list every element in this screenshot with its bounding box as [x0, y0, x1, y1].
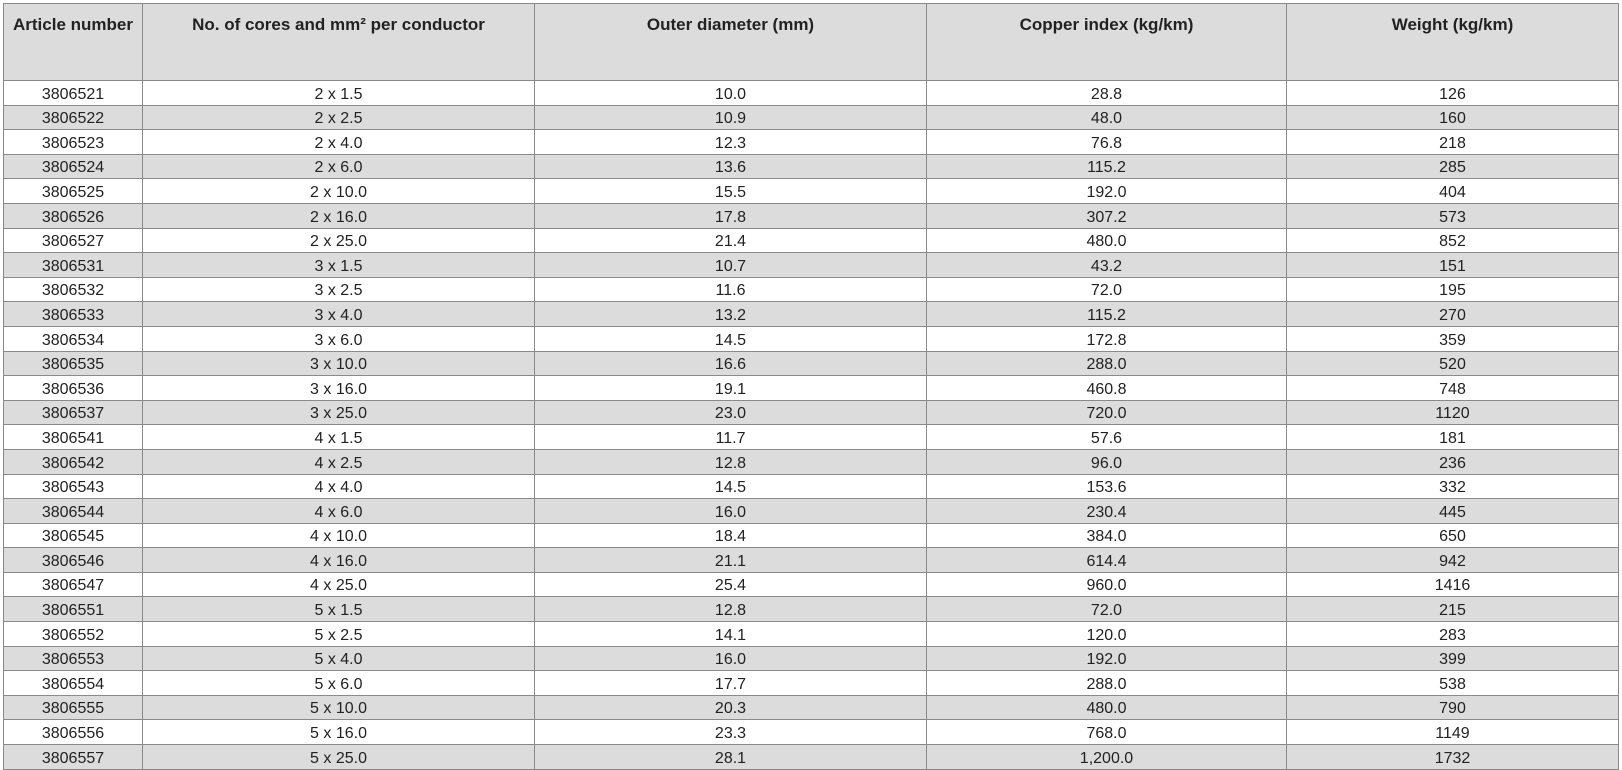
cell-copper-index: 720.0 — [927, 400, 1287, 425]
table-row — [4, 130, 1619, 155]
cell-weight: 445 — [1287, 499, 1619, 524]
cell-weight: 1732 — [1287, 745, 1619, 770]
table-row — [4, 179, 1619, 204]
cell-outer-diameter: 10.7 — [535, 253, 927, 278]
cell-cores-conductor: 2 x 25.0 — [143, 228, 535, 253]
cell-cores-conductor: 4 x 16.0 — [143, 548, 535, 573]
cell-copper-index: 614.4 — [927, 548, 1287, 573]
cell-copper-index: 960.0 — [927, 572, 1287, 597]
cell-cores-conductor: 3 x 4.0 — [143, 302, 535, 327]
cell-copper-index: 460.8 — [927, 376, 1287, 401]
table-body — [4, 81, 1619, 770]
table-row — [4, 400, 1619, 425]
cell-outer-diameter: 15.5 — [535, 179, 927, 204]
cell-weight: 160 — [1287, 105, 1619, 130]
cell-weight: 1149 — [1287, 720, 1619, 745]
cell-cores-conductor: 3 x 6.0 — [143, 326, 535, 351]
cell-copper-index: 307.2 — [927, 203, 1287, 228]
cell-cores-conductor: 5 x 25.0 — [143, 745, 535, 770]
cell-weight: 748 — [1287, 376, 1619, 401]
cell-article-number: 3806553 — [4, 646, 143, 671]
cell-weight: 852 — [1287, 228, 1619, 253]
cell-outer-diameter: 11.6 — [535, 277, 927, 302]
cell-weight: 650 — [1287, 523, 1619, 548]
cell-weight: 181 — [1287, 425, 1619, 450]
table-row — [4, 523, 1619, 548]
cell-cores-conductor: 5 x 10.0 — [143, 695, 535, 720]
table-row — [4, 81, 1619, 106]
cell-cores-conductor: 5 x 16.0 — [143, 720, 535, 745]
cell-outer-diameter: 13.6 — [535, 154, 927, 179]
cell-article-number: 3806527 — [4, 228, 143, 253]
cell-outer-diameter: 28.1 — [535, 745, 927, 770]
cell-article-number: 3806554 — [4, 671, 143, 696]
table-row — [4, 154, 1619, 179]
table-row — [4, 745, 1619, 770]
cell-copper-index: 43.2 — [927, 253, 1287, 278]
table-row — [4, 622, 1619, 647]
cell-cores-conductor: 5 x 1.5 — [143, 597, 535, 622]
cell-weight: 195 — [1287, 277, 1619, 302]
cell-weight: 151 — [1287, 253, 1619, 278]
cell-copper-index: 192.0 — [927, 646, 1287, 671]
cell-copper-index: 96.0 — [927, 449, 1287, 474]
table-row — [4, 425, 1619, 450]
cell-cores-conductor: 4 x 6.0 — [143, 499, 535, 524]
cell-weight: 359 — [1287, 326, 1619, 351]
table-row — [4, 671, 1619, 696]
cell-outer-diameter: 25.4 — [535, 572, 927, 597]
table-row — [4, 228, 1619, 253]
cell-copper-index: 288.0 — [927, 351, 1287, 376]
cell-weight: 520 — [1287, 351, 1619, 376]
cell-copper-index: 172.8 — [927, 326, 1287, 351]
cell-outer-diameter: 16.6 — [535, 351, 927, 376]
cell-copper-index: 480.0 — [927, 695, 1287, 720]
cable-specs-table-container — [3, 3, 1619, 770]
table-row — [4, 326, 1619, 351]
cell-outer-diameter: 12.8 — [535, 597, 927, 622]
cell-cores-conductor: 3 x 2.5 — [143, 277, 535, 302]
cell-weight: 283 — [1287, 622, 1619, 647]
cell-cores-conductor: 5 x 2.5 — [143, 622, 535, 647]
cell-copper-index: 230.4 — [927, 499, 1287, 524]
cell-article-number: 3806547 — [4, 572, 143, 597]
cell-cores-conductor: 3 x 1.5 — [143, 253, 535, 278]
cell-outer-diameter: 20.3 — [535, 695, 927, 720]
cell-weight: 270 — [1287, 302, 1619, 327]
header-row — [4, 4, 1619, 81]
cell-weight: 538 — [1287, 671, 1619, 696]
header-copper-index: Copper index (kg/km) — [927, 4, 1287, 81]
cell-weight: 1416 — [1287, 572, 1619, 597]
cell-article-number: 3806524 — [4, 154, 143, 179]
cell-copper-index: 72.0 — [927, 277, 1287, 302]
cell-article-number: 3806544 — [4, 499, 143, 524]
cell-cores-conductor: 4 x 1.5 — [143, 425, 535, 450]
cell-cores-conductor: 2 x 6.0 — [143, 154, 535, 179]
cell-cores-conductor: 5 x 4.0 — [143, 646, 535, 671]
cell-copper-index: 480.0 — [927, 228, 1287, 253]
table-row — [4, 449, 1619, 474]
cell-article-number: 3806551 — [4, 597, 143, 622]
table-row — [4, 548, 1619, 573]
table-row — [4, 499, 1619, 524]
cell-copper-index: 48.0 — [927, 105, 1287, 130]
cell-article-number: 3806543 — [4, 474, 143, 499]
cell-copper-index: 384.0 — [927, 523, 1287, 548]
cell-cores-conductor: 2 x 1.5 — [143, 81, 535, 106]
cell-cores-conductor: 3 x 16.0 — [143, 376, 535, 401]
cell-article-number: 3806532 — [4, 277, 143, 302]
cell-outer-diameter: 14.5 — [535, 474, 927, 499]
cable-specs-table — [3, 3, 1619, 770]
header-article-number: Article number — [4, 4, 143, 81]
table-row — [4, 253, 1619, 278]
cell-outer-diameter: 10.9 — [535, 105, 927, 130]
cell-copper-index: 192.0 — [927, 179, 1287, 204]
cell-outer-diameter: 14.5 — [535, 326, 927, 351]
cell-cores-conductor: 2 x 2.5 — [143, 105, 535, 130]
cell-outer-diameter: 14.1 — [535, 622, 927, 647]
cell-article-number: 3806557 — [4, 745, 143, 770]
cell-copper-index: 288.0 — [927, 671, 1287, 696]
cell-cores-conductor: 4 x 25.0 — [143, 572, 535, 597]
cell-article-number: 3806526 — [4, 203, 143, 228]
cell-outer-diameter: 12.3 — [535, 130, 927, 155]
cell-cores-conductor: 4 x 10.0 — [143, 523, 535, 548]
cell-copper-index: 768.0 — [927, 720, 1287, 745]
table-row — [4, 646, 1619, 671]
cell-cores-conductor: 3 x 10.0 — [143, 351, 535, 376]
cell-copper-index: 115.2 — [927, 302, 1287, 327]
cell-article-number: 3806533 — [4, 302, 143, 327]
cell-article-number: 3806536 — [4, 376, 143, 401]
cell-outer-diameter: 12.8 — [535, 449, 927, 474]
table-row — [4, 277, 1619, 302]
cell-weight: 942 — [1287, 548, 1619, 573]
cell-outer-diameter: 13.2 — [535, 302, 927, 327]
cell-outer-diameter: 23.0 — [535, 400, 927, 425]
cell-weight: 404 — [1287, 179, 1619, 204]
cell-outer-diameter: 23.3 — [535, 720, 927, 745]
cell-weight: 1120 — [1287, 400, 1619, 425]
cell-outer-diameter: 21.1 — [535, 548, 927, 573]
cell-outer-diameter: 21.4 — [535, 228, 927, 253]
header-cores-conductor: No. of cores and mm² per conductor — [143, 4, 535, 81]
table-row — [4, 720, 1619, 745]
table-row — [4, 597, 1619, 622]
header-outer-diameter: Outer diameter (mm) — [535, 4, 927, 81]
table-row — [4, 572, 1619, 597]
table-row — [4, 203, 1619, 228]
cell-outer-diameter: 19.1 — [535, 376, 927, 401]
cell-weight: 399 — [1287, 646, 1619, 671]
cell-article-number: 3806534 — [4, 326, 143, 351]
cell-outer-diameter: 18.4 — [535, 523, 927, 548]
cell-article-number: 3806531 — [4, 253, 143, 278]
cell-weight: 332 — [1287, 474, 1619, 499]
cell-weight: 285 — [1287, 154, 1619, 179]
cell-copper-index: 1,200.0 — [927, 745, 1287, 770]
table-row — [4, 695, 1619, 720]
table-row — [4, 351, 1619, 376]
cell-outer-diameter: 11.7 — [535, 425, 927, 450]
cell-article-number: 3806546 — [4, 548, 143, 573]
cell-copper-index: 120.0 — [927, 622, 1287, 647]
cell-cores-conductor: 5 x 6.0 — [143, 671, 535, 696]
table-row — [4, 474, 1619, 499]
table-header — [4, 4, 1619, 81]
cell-article-number: 3806552 — [4, 622, 143, 647]
cell-article-number: 3806542 — [4, 449, 143, 474]
cell-weight: 236 — [1287, 449, 1619, 474]
cell-outer-diameter: 17.7 — [535, 671, 927, 696]
cell-weight: 218 — [1287, 130, 1619, 155]
cell-weight: 215 — [1287, 597, 1619, 622]
cell-article-number: 3806521 — [4, 81, 143, 106]
cell-cores-conductor: 2 x 4.0 — [143, 130, 535, 155]
cell-weight: 126 — [1287, 81, 1619, 106]
cell-copper-index: 28.8 — [927, 81, 1287, 106]
table-row — [4, 376, 1619, 401]
cell-article-number: 3806545 — [4, 523, 143, 548]
cell-cores-conductor: 4 x 2.5 — [143, 449, 535, 474]
cell-copper-index: 153.6 — [927, 474, 1287, 499]
cell-copper-index: 115.2 — [927, 154, 1287, 179]
cell-cores-conductor: 4 x 4.0 — [143, 474, 535, 499]
cell-copper-index: 57.6 — [927, 425, 1287, 450]
cell-outer-diameter: 16.0 — [535, 499, 927, 524]
cell-cores-conductor: 2 x 16.0 — [143, 203, 535, 228]
cell-article-number: 3806525 — [4, 179, 143, 204]
cell-outer-diameter: 17.8 — [535, 203, 927, 228]
cell-weight: 790 — [1287, 695, 1619, 720]
cell-cores-conductor: 2 x 10.0 — [143, 179, 535, 204]
cell-article-number: 3806537 — [4, 400, 143, 425]
cell-cores-conductor: 3 x 25.0 — [143, 400, 535, 425]
cell-copper-index: 76.8 — [927, 130, 1287, 155]
table-row — [4, 105, 1619, 130]
cell-article-number: 3806523 — [4, 130, 143, 155]
cell-outer-diameter: 16.0 — [535, 646, 927, 671]
cell-article-number: 3806556 — [4, 720, 143, 745]
cell-outer-diameter: 10.0 — [535, 81, 927, 106]
cell-article-number: 3806555 — [4, 695, 143, 720]
cell-article-number: 3806535 — [4, 351, 143, 376]
cell-article-number: 3806541 — [4, 425, 143, 450]
cell-article-number: 3806522 — [4, 105, 143, 130]
cell-weight: 573 — [1287, 203, 1619, 228]
header-weight: Weight (kg/km) — [1287, 4, 1619, 81]
cell-copper-index: 72.0 — [927, 597, 1287, 622]
table-row — [4, 302, 1619, 327]
